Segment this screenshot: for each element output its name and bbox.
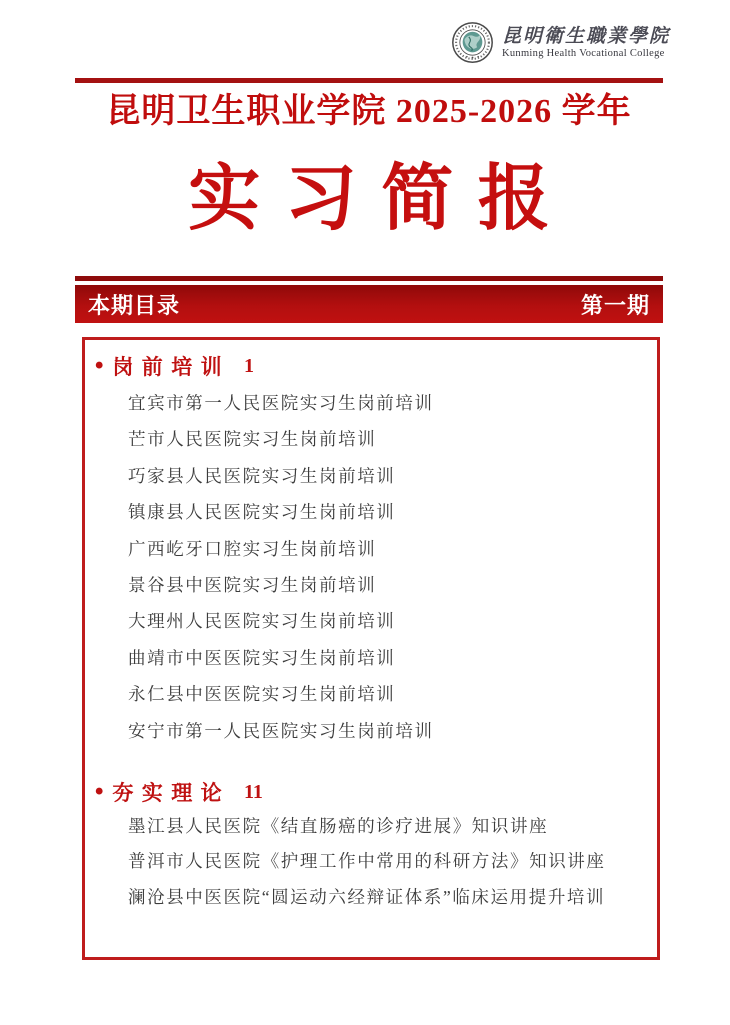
toc-section-page-number: 11 [244,780,263,803]
toc-item: 澜沧县中医医院“圆运动六经辩证体系”临床运用提升培训 [128,886,606,907]
toc-section-heading [85,353,643,379]
bullet-icon: • [95,352,104,379]
toc-section-heading [85,779,643,805]
table-of-contents [82,337,660,960]
toc-item: 永仁县中医医院实习生岗前培训 [128,684,396,705]
college-name-en: Kunming Health Vocational College [501,48,665,59]
college-seal-icon [450,20,495,65]
toc-section-title: 岗前培训 [112,356,231,379]
toc-section-theory [85,779,643,915]
toc-item: 广西屹牙口腔实习生岗前培训 [128,538,377,559]
page-title: 实习简报 [188,159,575,239]
top-divider-rule [75,78,663,83]
toc-item: 芒市人民医院实习生岗前培训 [128,429,377,450]
issue-number-badge: 第一期 [580,292,650,318]
toc-item: 普洱市人民医院《护理工作中常用的科研方法》知识讲座 [128,851,606,872]
toc-section-pre-job-training [85,353,643,749]
college-logo [450,20,670,65]
banner-top-rule [75,276,663,281]
bullet-icon: • [95,778,104,806]
toc-item-list [85,385,643,749]
toc-item: 曲靖市中医医院实习生岗前培训 [128,647,396,668]
toc-item-list [85,809,643,915]
toc-section-page-number: 1 [244,354,255,377]
toc-item: 镇康县人民医院实习生岗前培训 [128,502,396,523]
contents-banner [75,285,663,323]
toc-item: 大理州人民医院实习生岗前培训 [128,611,396,632]
toc-section-title: 夯实理论 [112,782,231,806]
toc-item: 景谷县中医院实习生岗前培训 [128,575,377,596]
college-name [502,25,670,60]
toc-item: 墨江县人民医院《结直肠癌的诊疗进展》知识讲座 [128,816,549,837]
toc-item: 巧家县人民医院实习生岗前培训 [128,465,396,486]
toc-item: 安宁市第一人民医院实习生岗前培训 [128,720,434,741]
toc-item: 宜宾市第一人民医院实习生岗前培训 [128,393,434,413]
college-name-zh: 昆明衛生職業學院 [501,25,670,47]
contents-banner-label: 本期目录 [88,292,181,318]
academic-year-title: 昆明卫生职业学院 2025-2026 学年 [106,93,632,130]
